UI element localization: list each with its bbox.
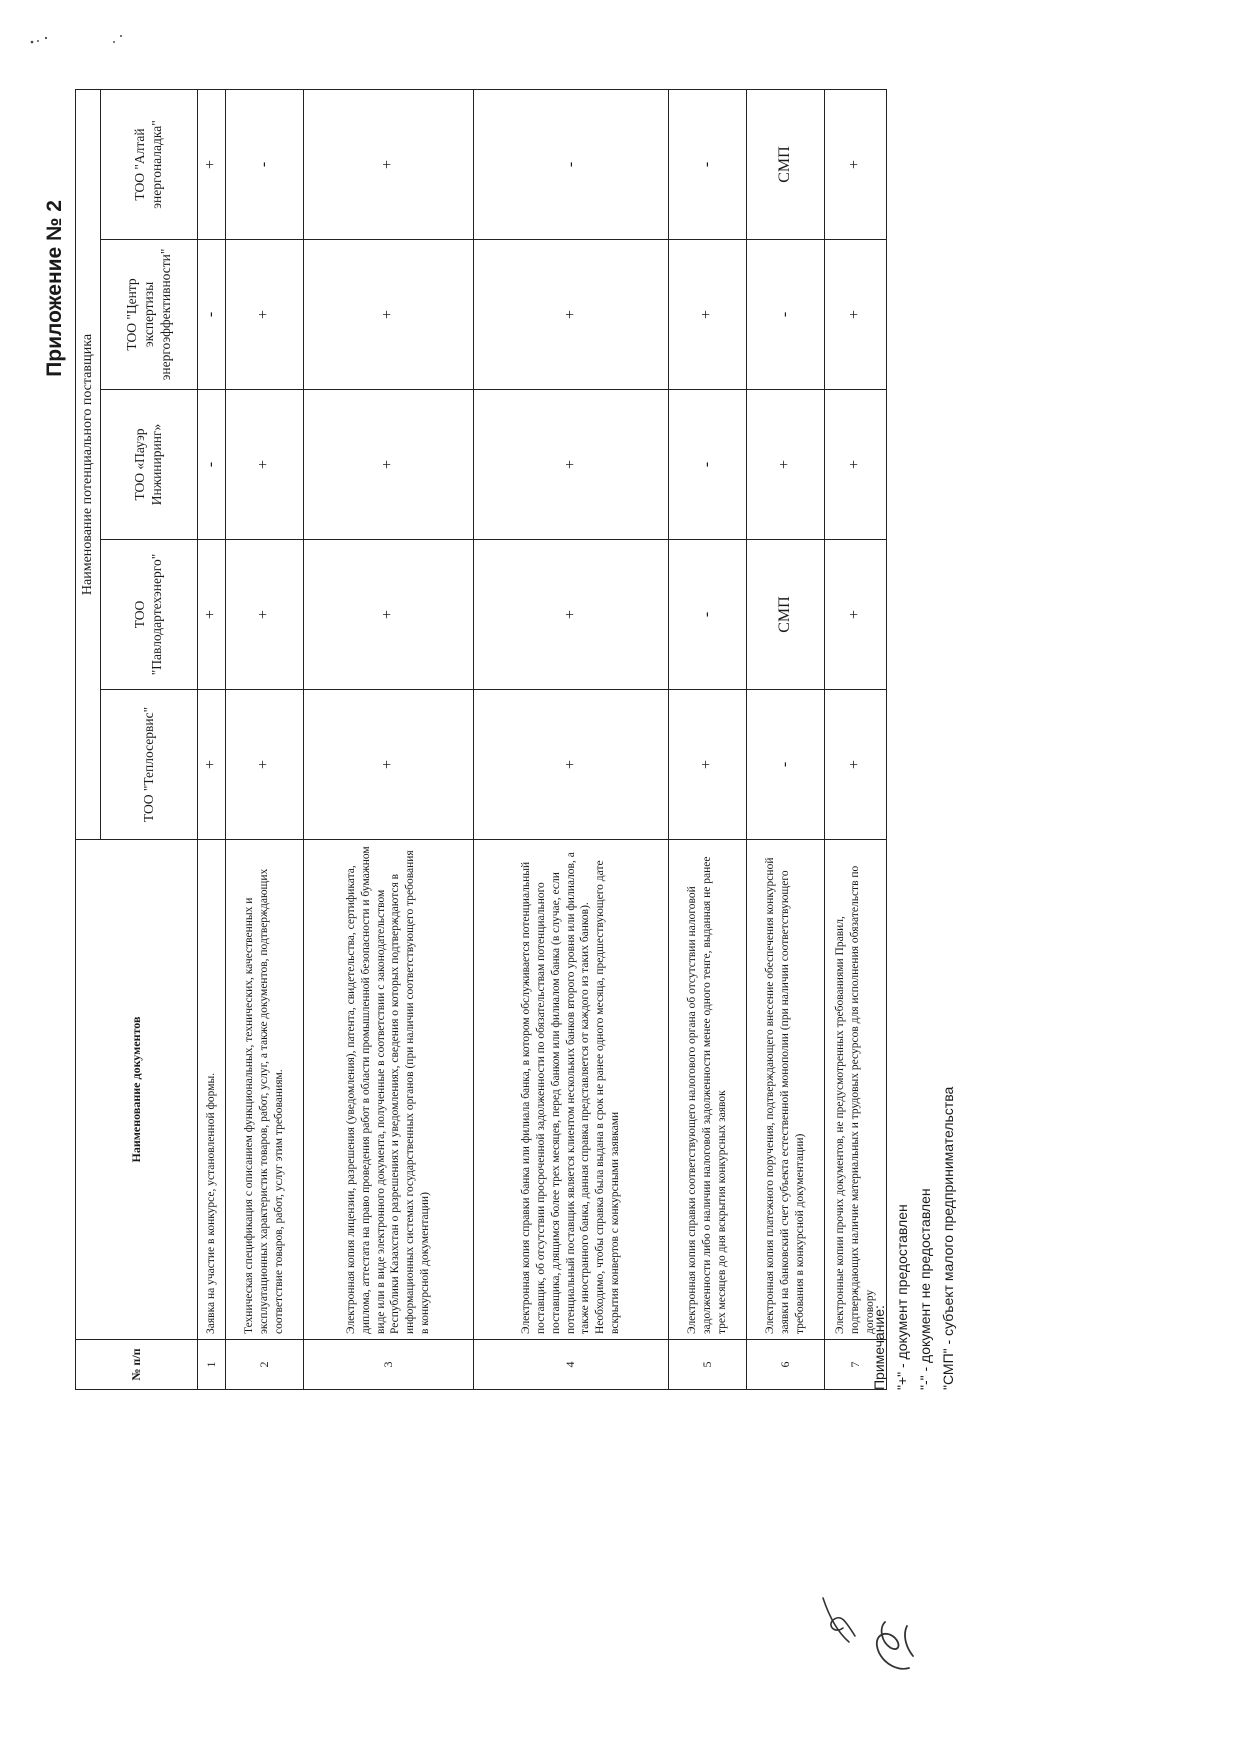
status-mark: + — [303, 390, 473, 540]
status-mark: + — [225, 690, 303, 840]
status-mark: + — [198, 90, 226, 240]
document-name: Электронная копия справки банка или филиала банка, в котором обслуживается потенциальный поставщик, об отсутствии просроченной задолженности по обязательствам потенциального поставщика, длящимся более трех месяцев, перед банком или филиалом банка (в случае, если потенциальный поставщик является клиентом нескольких банков второго уровня или филиалов, а также иностранного банка, данная справка представляется от каждого из таких банков). Необходимо, чтобы справка была выдана в срок не ранее одного месяца, предшествующего дате вскрытия конвертов с конкурсными заявками — [473, 840, 668, 1340]
status-mark: + — [225, 240, 303, 390]
status-mark: - — [225, 90, 303, 240]
document-name: Электронная копия платежного поручения, подтверждающего внесение обеспечения конкурсной заявки на банковский счет субъекта естественной монополии (при наличии соответствующего требования в конкурсной документации) — [746, 840, 824, 1340]
document-name: Заявка на участие в конкурсе, установленной формы. — [198, 840, 226, 1340]
document-name: Электронная копия справки соответствующего налогового органа об отсутствии налоговой задолженности либо о наличии налоговой задолженности менее одного тенге, выданная не ранее трех месяцев до дня вскрытия конкурсных заявок — [668, 840, 746, 1340]
note-line: "+" - документ предоставлен — [894, 1204, 911, 1390]
status-mark: + — [824, 390, 886, 540]
header-row — [76, 90, 101, 1390]
row-number: 2 — [225, 1340, 303, 1390]
status-mark: - — [473, 90, 668, 240]
notes-title: Примечание: — [871, 1305, 887, 1390]
status-mark: + — [824, 540, 886, 690]
table-row — [303, 90, 473, 1390]
status-mark: + — [824, 90, 886, 240]
supplier-header: ТОО «Пауэр Инжиниринг» — [101, 390, 198, 540]
status-mark: + — [473, 240, 668, 390]
status-mark: + — [668, 690, 746, 840]
notes — [868, 1087, 960, 1390]
status-mark: - — [198, 240, 226, 390]
status-mark: + — [198, 540, 226, 690]
status-mark: + — [303, 540, 473, 690]
status-mark: + — [225, 540, 303, 690]
status-mark: + — [746, 390, 824, 540]
status-mark: - — [198, 390, 226, 540]
handwritten-signature-mark — [855, 1612, 925, 1682]
status-mark: + — [824, 240, 886, 390]
table-row — [746, 90, 824, 1390]
supplier-header: ТОО "Центр экспертизы энергоэффективности" — [101, 240, 198, 390]
status-mark: СМП — [746, 540, 824, 690]
note-line: "-" - документ не предоставлен — [917, 1188, 934, 1390]
scan-specks — [20, 20, 130, 60]
status-mark: + — [303, 90, 473, 240]
status-mark: - — [746, 690, 824, 840]
table-row — [473, 90, 668, 1390]
table-row — [225, 90, 303, 1390]
row-number: 6 — [746, 1340, 824, 1390]
status-mark: + — [198, 690, 226, 840]
status-mark: + — [303, 690, 473, 840]
status-mark: + — [668, 240, 746, 390]
document-name: Электронные копии прочих документов, не предусмотренных требованиями Правил, подтверждающих наличие материальных и трудовых ресурсов для исполнения обязательств по договору — [824, 840, 886, 1340]
document-name: Электронная копия лицензии, разрешения (уведомления), патента, свидетельства, сертификата, диплома, аттестата на право проведения работ в области промышленной безопасности и бумажном виде или в виде электронного документа, полученные в соответствии с законодательством Республики Казахстан о разрешениях и уведомлениях, сведения о которых подтверждаются в информационных системах государственных органов (при наличии соответствующего требования в конкурсной документации) — [303, 840, 473, 1340]
status-mark: - — [668, 540, 746, 690]
col-name-header: Наименование документов — [76, 840, 198, 1340]
row-number: 1 — [198, 1340, 226, 1390]
status-mark: + — [824, 690, 886, 840]
status-mark: + — [473, 390, 668, 540]
row-number: 5 — [668, 1340, 746, 1390]
documents-table — [75, 89, 887, 1390]
rotated-sheet — [40, 50, 1120, 1690]
status-mark: + — [473, 540, 668, 690]
status-mark: + — [473, 690, 668, 840]
document-name: Техническая спецификация с описанием функциональных, технических, качественных и эксплуатационных характеристик товаров, работ, услуг, а также документов, подтверждающих соответствие товаров, работ, услуг этим требованиям. — [225, 840, 303, 1340]
table-row — [198, 90, 226, 1390]
status-mark: - — [746, 240, 824, 390]
status-mark: СМП — [746, 90, 824, 240]
note-line: "СМП" - субъект малого предпринимательства — [940, 1086, 957, 1390]
supplier-header: ТОО "Теплосервис" — [101, 690, 198, 840]
row-number: 7 — [824, 1340, 886, 1390]
appendix-title: Приложение № 2 — [43, 200, 66, 377]
row-number: 3 — [303, 1340, 473, 1390]
table-row — [668, 90, 746, 1390]
status-mark: + — [225, 390, 303, 540]
supplier-group-header: Наименование потенциального поставщика — [76, 90, 101, 840]
status-mark: + — [303, 240, 473, 390]
supplier-header: ТОО "Алтай энергоналадка" — [101, 90, 198, 240]
status-mark: - — [668, 390, 746, 540]
supplier-header: ТОО "Павлодартехэнерго" — [101, 540, 198, 690]
row-number: 4 — [473, 1340, 668, 1390]
col-num-header: № п/п — [76, 1340, 198, 1390]
status-mark: - — [668, 90, 746, 240]
